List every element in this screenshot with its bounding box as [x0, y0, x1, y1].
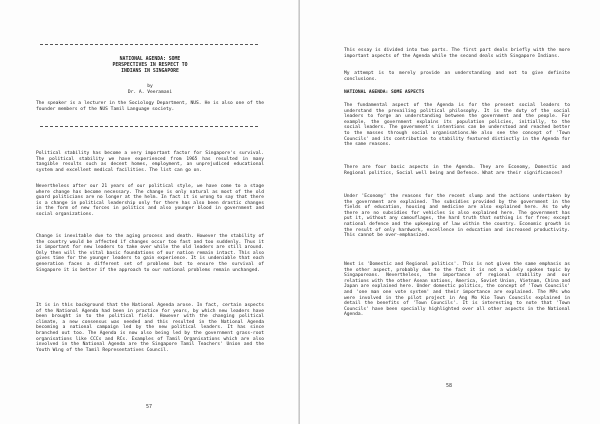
- byline: [36, 84, 264, 95]
- paragraph: This essay is divided into two parts. The first part deals briefly with the more important aspects of the Agenda while the second deals with Singapore Indians.: [344, 48, 570, 59]
- page-number: 57: [146, 404, 153, 410]
- bottom-divider: [40, 126, 258, 127]
- by-label: by: [147, 84, 153, 89]
- article-title: [36, 57, 264, 75]
- right-page: [300, 0, 600, 424]
- paragraph: My attempt is to merely provide an understanding and not to give definite conclusions.: [344, 71, 570, 82]
- title-line: PERSPECTIVES IN RESPECT TO: [112, 63, 188, 68]
- paragraph: Change is inevitable due to the aging process and death. However the stability of the country would be affected if changes occur too fast and too suddenly. Thus it is important for new leaders to take over while the old leaders are still around. Only then will the vital basic foundations of our nation remain intact. This also gives time for the younger leaders to gain experience. It is undeniable that each generation faces a different set of problems but to ensure the survival of Singapore it is better if the approach to our national problems remain unchanged.: [36, 234, 264, 273]
- page-number: 58: [446, 383, 453, 389]
- paragraph: There are four basic aspects in the Agenda. They are Economy, Domestic and Regional politics, Social well being and Defence. What are their significances?: [344, 165, 570, 176]
- paragraph: The fundamental aspect of the Agenda is for the present social leaders to understand the prevailing political philosophy. It is the duty of the social leaders to forge an understanding between the government and the people. For example, the government explains its population policies, initially, to the social leaders. The government's intentions can be understood and reached better to the masses through social organisations.We also see the concept of 'Town Councils' and its contribution to stability featured distinctly in the Agenda for the same reasons.: [344, 103, 570, 148]
- paragraph: Political stability has become a very important factor for Singapore's survival. The political stability we have experienced from 1965 has resulted in many tangible results such as decent homes, employment, an unprejudiced educational system and excellent medical facilities. The list can go on.: [36, 151, 264, 173]
- paragraph: Next is 'Domestic and Regional politics'. This is not given the same emphasis as the other aspect, probably due to the fact it is not a widely spoken topic by Singaporeans. Nevertheless, the importance of regional stability and our relations with the other Asean nations, America, Soviet Union, Vietnam, China and Japan are explained here. Under domestic politics, the concept of 'Town Councils' and 'one man one vote system' and their importance are explained. The MPs who were involved in the pilot project in Ang Mo Kio Town Councils explained in detail the benefits of 'Town Councils'. It is interesting to note that 'Town Councils' have been specially highlighted over all other aspects in the National Agenda.: [344, 262, 570, 318]
- title-line: INDIANS IN SINGAPORE: [121, 69, 179, 74]
- paragraph: It is in this background that the National Agenda arose. In fact, certain aspects of the National Agenda had been in practice for years, by which new leaders have been brought in to the political field. However with the changing political climate, a new consensus was needed and this resulted in the National Agenda becoming a national campaign led by the new political leaders. It has since branched out too. The Agenda is now also being led by the government grass-root organisations like CCCs and RCs. Examples of Tamil Organisations which are also involved in the National Agenda are the Singapore Tamil Teachers' Union and the Youth Wing of the Tamil Representatives Council.: [36, 303, 264, 353]
- paragraph: Nevertheless after our 21 years of our political style, we have come to a stage where change has become necessary. The change is only natural as most of the old guard politicians are no longer at the helm. In fact it is wrong to say that there is a change in political leadership only for there has also been drastic changes in the form of new forces in politics and also younger blood in government and social organizations.: [36, 184, 264, 217]
- section-heading: NATIONAL AGENDA: SOME ASPECTS: [344, 90, 425, 95]
- paragraph: Under 'Economy' the reasons for the recent slump and the actions undertaken by the government are explained. The subsidies provided by the government in the fields of education, housing and medicine are also explained here. As to why there are no subsidies for vehicles is also explained here. The government has put it, without any camouflages, the hard truth that nothing is for free; except national defence and the upkeeping of law within the country. Economic growth is the result of only hardwork, excellence in education and increased productivity. This cannot be over-emphasized.: [344, 194, 570, 239]
- author-name: Dr. A. Veeramani: [127, 89, 173, 95]
- top-divider: [40, 44, 258, 45]
- title-line: NATIONAL AGENDA: SOME: [119, 57, 181, 62]
- author-note: The speaker is a lecturer in the Sociology Department, NUS. He is also one of the founder members of the NUS Tamil Language society.: [36, 101, 264, 112]
